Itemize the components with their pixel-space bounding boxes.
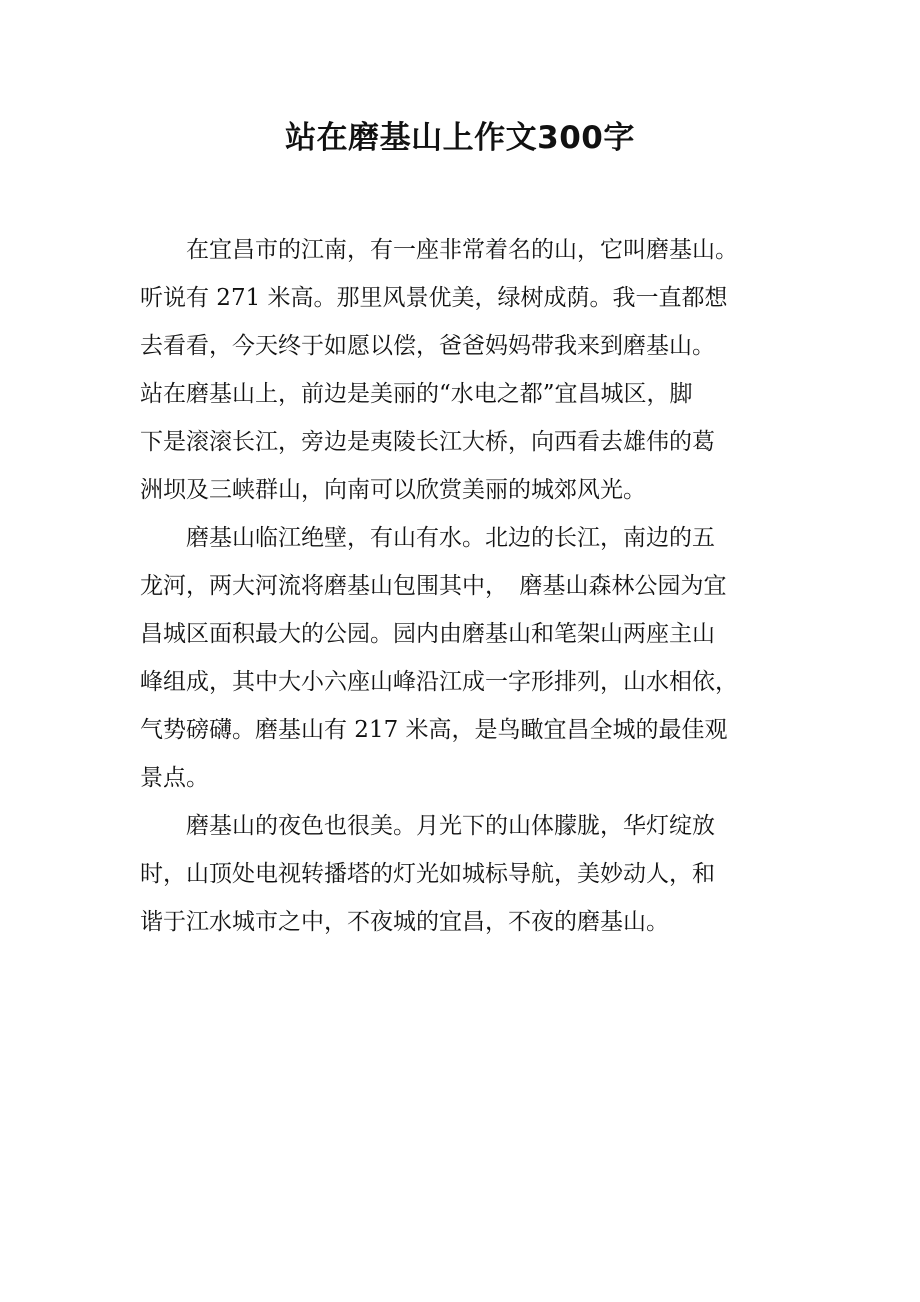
text-line: 景点。	[140, 765, 209, 791]
text-line: 听说有 271 米高。那里风景优美，绿树成荫。我一直都想	[140, 285, 728, 311]
document-title: 站在磨基山上作文300字	[285, 120, 635, 156]
essay-body	[140, 226, 785, 946]
text-line: 磨基山临江绝壁，有山有水。北边的长江，南边的五	[140, 525, 715, 551]
text-line: 站在磨基山上，前边是美丽的“水电之都”宜昌城区，脚	[140, 381, 693, 407]
text-line: 去看看，今天终于如愿以偿，爸爸妈妈带我来到磨基山。	[140, 333, 715, 359]
text-line: 在宜昌市的江南，有一座非常着名的山，它叫磨基山。	[140, 237, 738, 263]
text-line: 时，山顶处电视转播塔的灯光如城标导航，美妙动人，和	[140, 861, 715, 887]
text-line: 峰组成，其中大小六座山峰沿江成一字形排列，山水相依，	[140, 669, 738, 695]
text-line: 昌城区面积最大的公园。园内由磨基山和笔架山两座主山	[140, 621, 715, 647]
text-line: 气势磅礴。磨基山有 217 米高，是鸟瞰宜昌全城的最佳观	[140, 717, 728, 743]
text-line: 下是滚滚长江，旁边是夷陵长江大桥，向西看去雄伟的葛	[140, 429, 715, 455]
text-line: 龙河，两大河流将磨基山包围其中， 磨基山森林公园为宜	[140, 573, 727, 599]
text-line: 洲坝及三峡群山，向南可以欣赏美丽的城郊风光。	[140, 477, 646, 503]
text-line: 磨基山的夜色也很美。月光下的山体朦胧，华灯绽放	[140, 813, 715, 839]
text-line: 谐于江水城市之中，不夜城的宜昌，不夜的磨基山。	[140, 909, 669, 935]
